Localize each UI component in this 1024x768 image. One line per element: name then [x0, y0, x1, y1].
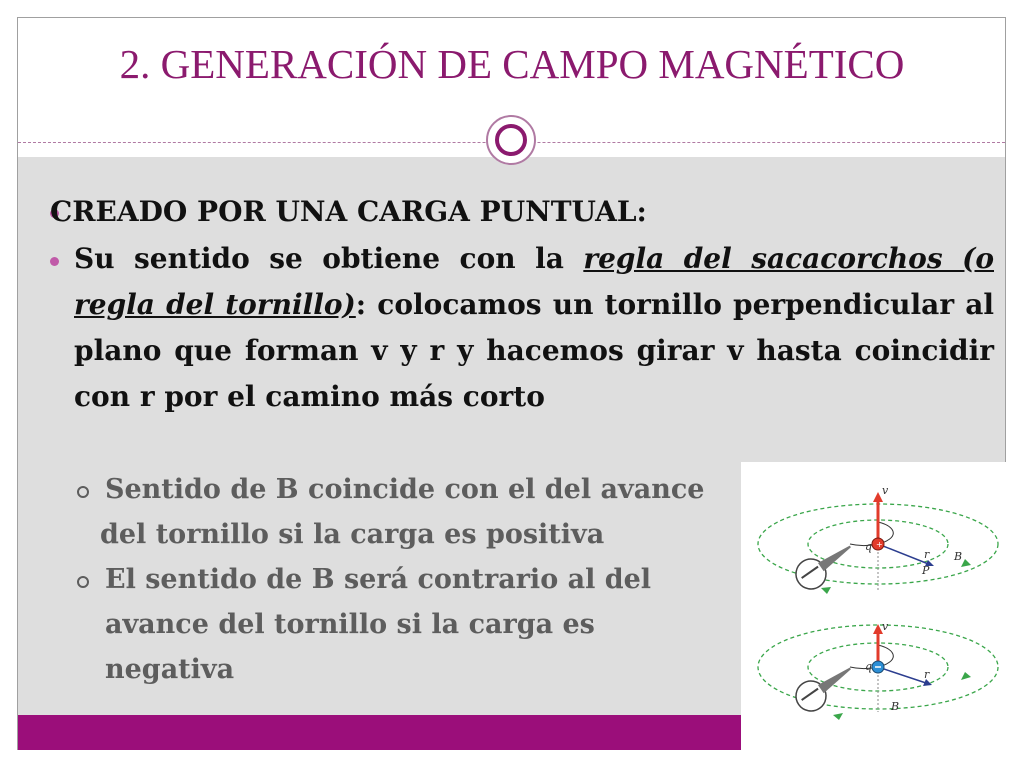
screw-rule-figure [741, 462, 1006, 750]
diagram-negative [758, 620, 998, 720]
diagram-positive [758, 484, 998, 595]
field-arrowhead-icon [961, 559, 971, 567]
label-B: B [891, 700, 900, 713]
label-v: v [882, 484, 889, 497]
label-q: q [865, 540, 873, 553]
bullet-body [74, 236, 994, 420]
label-r: r [924, 668, 930, 681]
body-rest: : colocamos un tornillo perpendicular al plano que forman v y r y hacemos girar v hasta coincidir con r por el camino más corto [74, 288, 994, 413]
screw-icon [790, 534, 859, 595]
field-arrowhead-icon [961, 672, 971, 680]
label-P: P [922, 564, 930, 577]
r-vector [878, 667, 929, 684]
label-B: B [954, 550, 963, 563]
subpoint-positive-line1: Sentido de B coincide con el del avance [105, 474, 705, 505]
label-v: v [882, 620, 889, 633]
field-arrowhead-icon [821, 587, 831, 594]
bullet-dot-icon [50, 257, 59, 266]
slide-title: 2. GENERACIÓN DE CAMPO MAGNÉTICO [119, 41, 905, 87]
ring-bullet-icon [77, 486, 89, 498]
body-lead: Su sentido se obtiene con la [74, 242, 584, 275]
plus-sign: + [876, 540, 883, 549]
subpoint-negative-line2: avance del tornillo si la carga es [105, 609, 595, 640]
label-r: r [924, 548, 930, 561]
circle-ornament-icon [486, 115, 536, 165]
field-arrowhead-icon [833, 713, 843, 720]
ring-bullet-icon [77, 576, 89, 588]
label-q: q [865, 660, 873, 673]
subpoint-negative-line1: El sentido de B será contrario al del [105, 564, 652, 595]
subpoint-positive-line2: del tornillo si la carga es positiva [100, 519, 605, 550]
subpoint-negative-line3: negativa [105, 654, 235, 685]
bullet-heading: CREADO POR UNA CARGA PUNTUAL: [50, 195, 647, 228]
rule-name: regla del sacacorchos (o regla del tornillo) [74, 242, 994, 321]
magnetic-field-diagram [741, 462, 1006, 750]
